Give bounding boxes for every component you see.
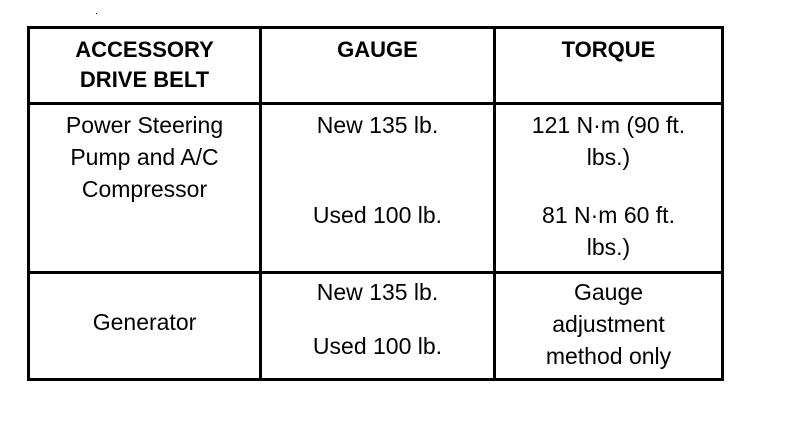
- torque-used-value: 81 N·m 60 ft. lbs.): [542, 202, 675, 260]
- row-power-steering-torque: [496, 105, 721, 274]
- generator-torque-value: Gauge adjustment method only: [545, 279, 672, 369]
- header-torque-label: TORQUE: [561, 37, 656, 62]
- generator-gauge-new-value: New 135 lb.: [316, 279, 439, 305]
- row-power-steering-accessory: [30, 105, 262, 274]
- header-gauge-label: GAUGE: [337, 37, 418, 62]
- torque-new-value: 121 N·m (90 ft. lbs.): [531, 112, 686, 170]
- accessory-generator: Generator: [92, 309, 197, 335]
- gauge-new-value: New 135 lb.: [316, 112, 439, 138]
- header-torque: [496, 29, 721, 105]
- row-power-steering-gauge: [262, 105, 496, 274]
- row-generator-accessory: [30, 274, 262, 378]
- scan-speck: [96, 13, 97, 14]
- header-accessory-drive-belt: [30, 29, 262, 105]
- belt-tension-table: [27, 26, 724, 381]
- row-generator-torque: [496, 274, 721, 378]
- generator-gauge-used-value: Used 100 lb.: [312, 333, 443, 359]
- accessory-power-steering: Power Steering Pump and A/C Compressor: [65, 112, 224, 202]
- header-accessory-label: ACCESSORY DRIVE BELT: [75, 37, 214, 92]
- row-generator-gauge: [262, 274, 496, 378]
- gauge-used-value: Used 100 lb.: [312, 202, 443, 228]
- header-gauge: [262, 29, 496, 105]
